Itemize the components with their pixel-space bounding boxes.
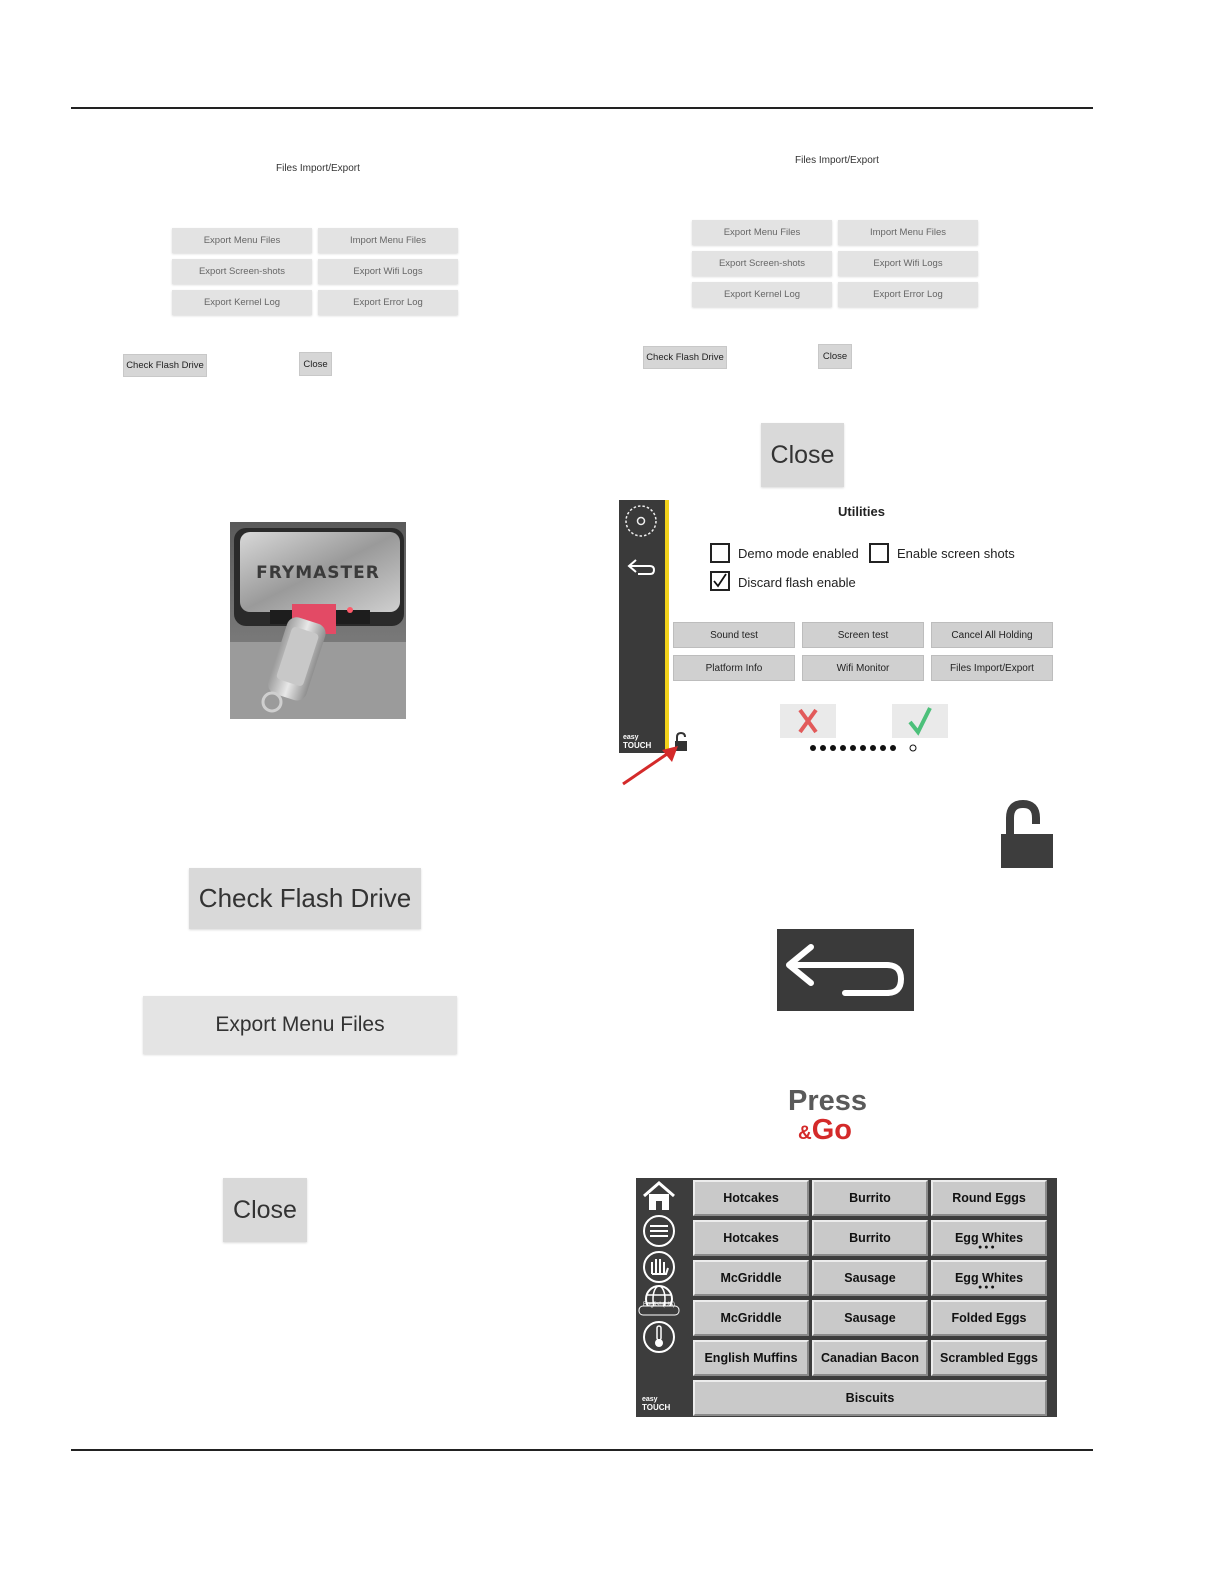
menu-item-sausage[interactable]: Sausage: [812, 1260, 928, 1296]
page-indicator: [808, 742, 920, 754]
back-arrow-icon[interactable]: [626, 558, 656, 576]
confirm-button[interactable]: [892, 704, 948, 738]
discard-flash-label: Discard flash enable: [738, 575, 856, 590]
menu-item-mcgriddle[interactable]: McGriddle: [693, 1300, 809, 1336]
menu-item-hotcakes[interactable]: Hotcakes: [693, 1180, 809, 1216]
utilities-title: Utilities: [838, 504, 885, 519]
export-error-log-button[interactable]: Export Error Log: [318, 290, 458, 315]
easytouch-logo: easy TOUCH: [623, 734, 652, 750]
multi-dot-indicator: ●●●: [978, 1284, 997, 1291]
demo-mode-label: Demo mode enabled: [738, 546, 859, 561]
check-icon: [892, 704, 948, 738]
menu-screen: [636, 1178, 1057, 1417]
screen-shots-label: Enable screen shots: [897, 546, 1015, 561]
panel-title: Files Import/Export: [795, 155, 879, 166]
top-rule: [71, 107, 1093, 109]
menu-item-hotcakes[interactable]: Hotcakes: [693, 1220, 809, 1256]
menu-item-folded-eggs[interactable]: Folded Eggs: [931, 1300, 1047, 1336]
menu-item-canadian-bacon[interactable]: Canadian Bacon: [812, 1340, 928, 1376]
easytouch-logo: easy TOUCH: [642, 1396, 671, 1412]
check-flash-drive-button-large[interactable]: Check Flash Drive: [189, 868, 421, 929]
cancel-all-holding-button[interactable]: Cancel All Holding: [931, 622, 1053, 648]
menu-item-scrambled-eggs[interactable]: Scrambled Eggs: [931, 1340, 1047, 1376]
language-label: English(US): [642, 1302, 675, 1308]
wifi-monitor-button[interactable]: Wifi Monitor: [802, 655, 924, 681]
menu-item-egg-whites[interactable]: Egg Whites: [931, 1220, 1047, 1256]
import-menu-files-button[interactable]: Import Menu Files: [318, 228, 458, 253]
export-menu-files-button-large[interactable]: Export Menu Files: [143, 996, 457, 1054]
bottom-rule: [71, 1449, 1093, 1451]
menu-item-burrito[interactable]: Burrito: [812, 1220, 928, 1256]
unlock-icon-large: [990, 796, 1060, 880]
files-import-export-button[interactable]: Files Import/Export: [931, 655, 1053, 681]
demo-mode-checkbox[interactable]: [710, 543, 730, 563]
export-menu-files-button[interactable]: Export Menu Files: [172, 228, 312, 253]
utilities-sidebar: [619, 500, 665, 753]
menu-item-biscuits[interactable]: Biscuits: [693, 1380, 1047, 1416]
thermometer-icon[interactable]: [640, 1320, 678, 1354]
home-icon[interactable]: [640, 1180, 678, 1212]
panel-title: Files Import/Export: [276, 163, 360, 174]
discard-flash-checkbox[interactable]: [710, 571, 730, 591]
menu-item-english-muffins[interactable]: English Muffins: [693, 1340, 809, 1376]
holding-icon[interactable]: [640, 1250, 678, 1284]
screen-shots-checkbox[interactable]: [869, 543, 889, 563]
export-screenshots-button[interactable]: Export Screen-shots: [172, 259, 312, 284]
check-flash-drive-button[interactable]: Check Flash Drive: [123, 354, 207, 377]
export-kernel-log-button[interactable]: Export Kernel Log: [692, 282, 832, 307]
menu-item-burrito[interactable]: Burrito: [812, 1180, 928, 1216]
back-button-large: [777, 929, 914, 1011]
export-wifi-logs-button[interactable]: Export Wifi Logs: [318, 259, 458, 284]
svg-text:FRYMASTER: FRYMASTER: [256, 563, 380, 583]
export-kernel-log-button[interactable]: Export Kernel Log: [172, 290, 312, 315]
checkmark-icon: [712, 573, 728, 589]
platform-info-button[interactable]: Platform Info: [673, 655, 795, 681]
close-button[interactable]: Close: [299, 352, 332, 376]
close-button[interactable]: Close: [818, 344, 852, 369]
press-and-go-logo: Press &Go: [788, 1085, 868, 1146]
yellow-bar: [665, 500, 669, 753]
sound-test-button[interactable]: Sound test: [673, 622, 795, 648]
x-icon: [780, 704, 836, 738]
gear-icon[interactable]: [622, 502, 660, 540]
export-wifi-logs-button[interactable]: Export Wifi Logs: [838, 251, 978, 276]
cancel-button[interactable]: [780, 704, 836, 738]
screen-test-button[interactable]: Screen test: [802, 622, 924, 648]
export-menu-files-button[interactable]: Export Menu Files: [692, 220, 832, 245]
usb-flash-drive-photo: [230, 522, 406, 719]
import-menu-files-button[interactable]: Import Menu Files: [838, 220, 978, 245]
export-screenshots-button[interactable]: Export Screen-shots: [692, 251, 832, 276]
menu-item-mcgriddle[interactable]: McGriddle: [693, 1260, 809, 1296]
menu-list-icon[interactable]: [640, 1214, 678, 1248]
menu-item-egg-whites[interactable]: Egg Whites: [931, 1260, 1047, 1296]
close-button-large[interactable]: Close: [223, 1178, 307, 1242]
export-error-log-button[interactable]: Export Error Log: [838, 282, 978, 307]
back-arrow-icon: [777, 929, 914, 1011]
close-button-large[interactable]: Close: [761, 423, 844, 487]
multi-dot-indicator: ●●●: [978, 1244, 997, 1251]
check-flash-drive-button[interactable]: Check Flash Drive: [643, 346, 727, 369]
menu-item-round-eggs[interactable]: Round Eggs: [931, 1180, 1047, 1216]
globe-icon[interactable]: [638, 1284, 680, 1318]
menu-item-sausage[interactable]: Sausage: [812, 1300, 928, 1336]
red-arrow-indicator: [620, 744, 684, 788]
